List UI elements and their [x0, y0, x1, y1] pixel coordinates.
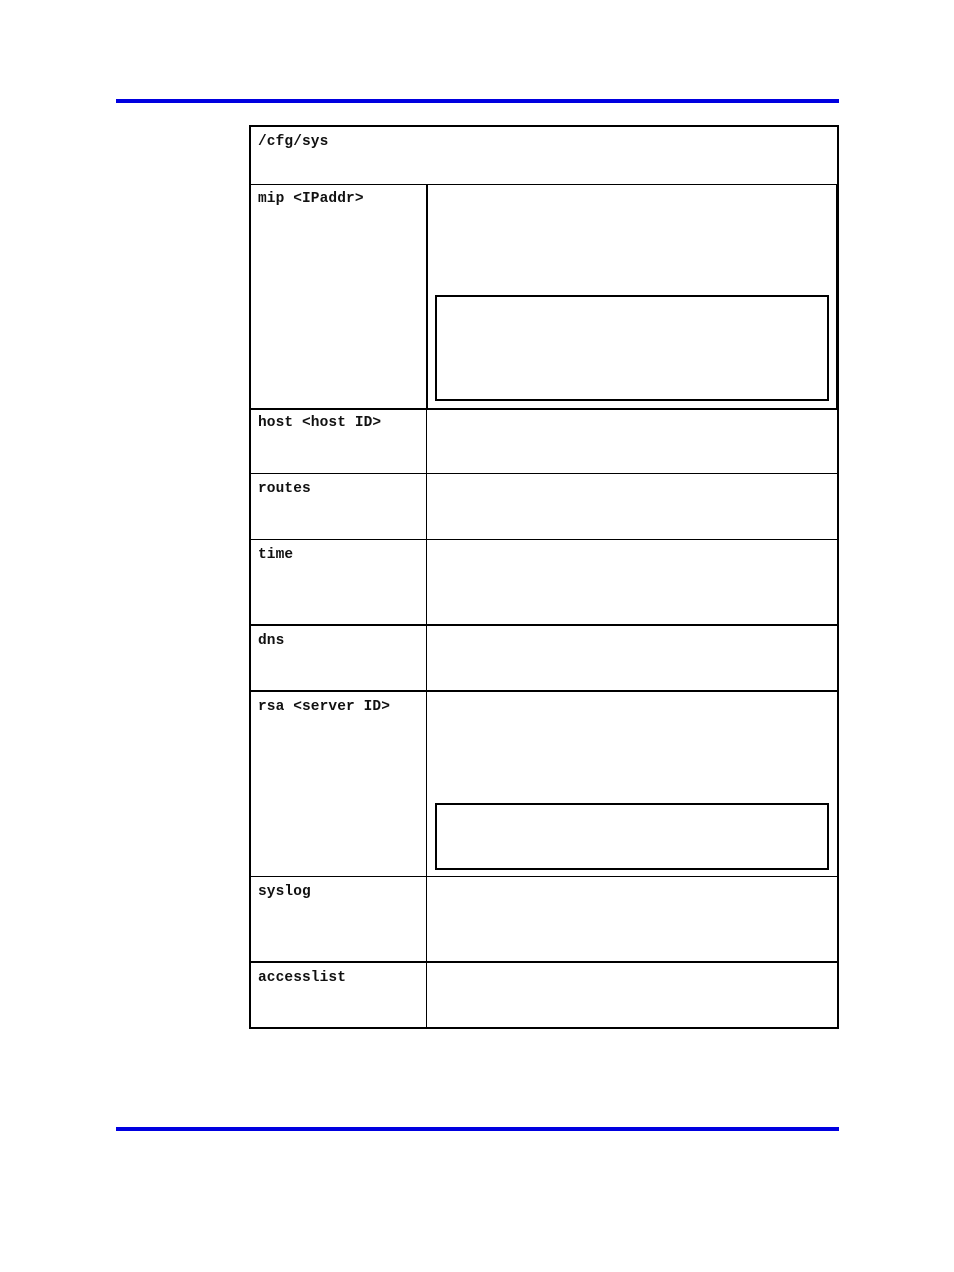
table-row-rsa — [251, 692, 837, 877]
table-title: /cfg/sys — [258, 134, 329, 150]
note-box — [435, 803, 829, 870]
note-box — [435, 295, 829, 401]
command-label: accesslist — [258, 970, 347, 986]
table-row-mip — [251, 184, 837, 410]
table-row-dns — [251, 626, 837, 692]
command-label: host <host ID> — [258, 415, 382, 431]
command-label: syslog — [258, 884, 311, 900]
header-rule — [116, 99, 839, 103]
command-label: time — [258, 547, 294, 563]
table-row-time — [251, 540, 837, 626]
table-row-accesslist — [251, 963, 837, 1027]
command-label: rsa <server ID> — [258, 699, 391, 715]
command-label: routes — [258, 481, 311, 497]
footer-rule — [116, 1127, 839, 1131]
table-row-host — [251, 408, 837, 474]
table-header-row — [251, 127, 837, 185]
command-label: mip <IPaddr> — [258, 191, 364, 207]
table-row-syslog — [251, 877, 837, 963]
table-row-routes — [251, 474, 837, 540]
command-label: dns — [258, 633, 285, 649]
command-table — [249, 125, 839, 1029]
